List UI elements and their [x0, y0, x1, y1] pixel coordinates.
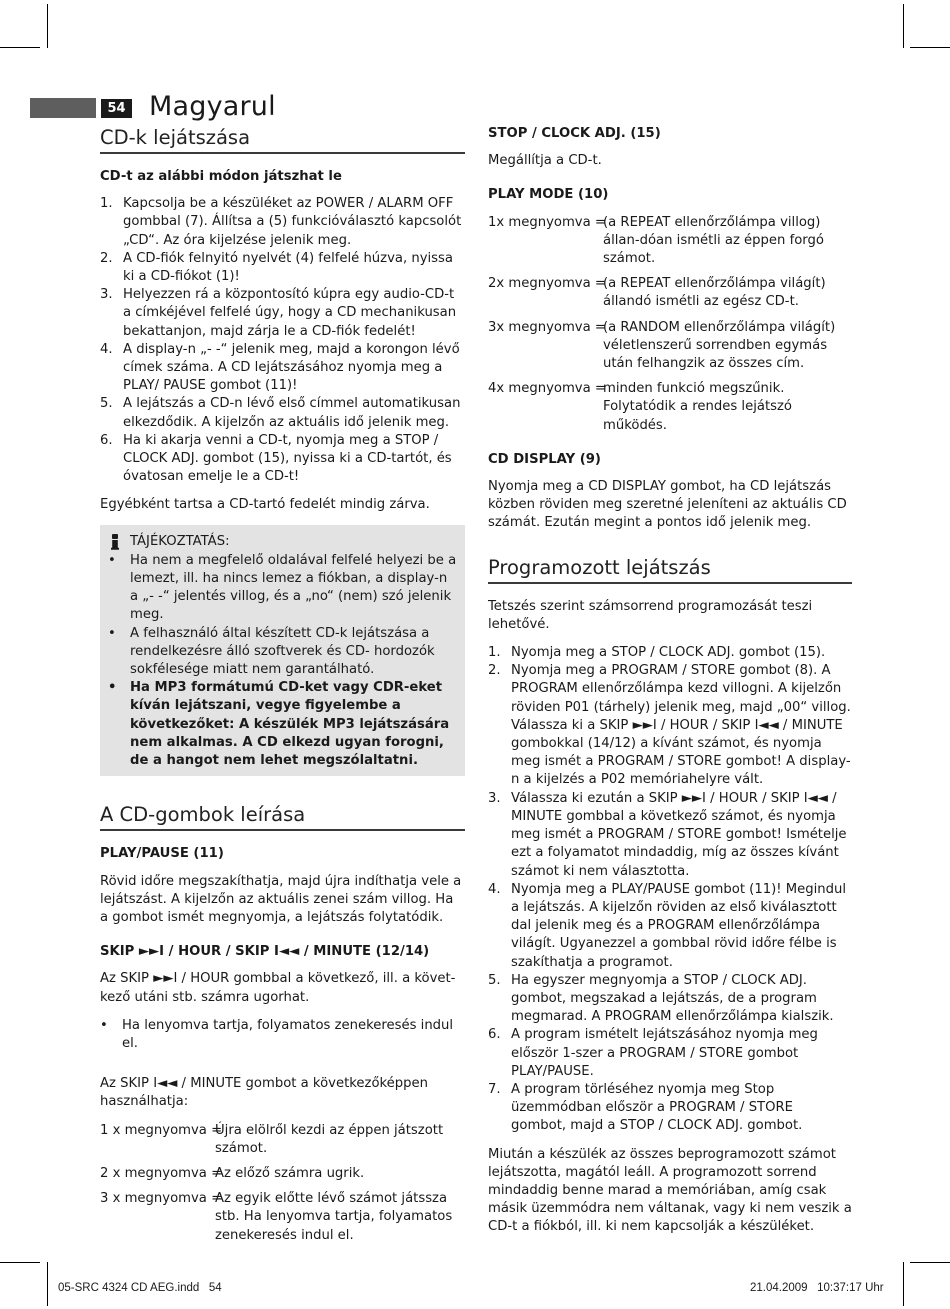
- section-title-cd-buttons: A CD-gombok leírása: [100, 802, 465, 831]
- crop-mark: [910, 47, 950, 48]
- press-row: 1x megnyomva = (a REPEAT ellenőrzőlámpa villog) állan-dóan ismétli az éppen forgó számot.: [488, 214, 824, 267]
- crop-mark: [910, 1262, 950, 1263]
- footer-file-info: 05-SRC 4324 CD AEG.indd 54: [58, 1282, 222, 1294]
- press-row: 3x megnyomva = (a RANDOM ellenőrzőlámpa világít) véletlenszerű sorrendben egymás után felhangzik az összes cím.: [488, 319, 836, 372]
- play-pause-text: Rövid időre megszakíthatja, majd újra indíthatja vele a lejátszást. A kijelzőn az aktuális zenei szám villog. Ha a gombot ismét megnyomja, a lejátszás folytatódik.: [100, 873, 462, 925]
- footer-timestamp: 21.04.2009 10:37:17 Uhr: [750, 1282, 884, 1294]
- list-item: 4. Nyomja meg a PLAY/PAUSE gombot (11)! Megindul a lejátszás. A kijelzőn röviden az első kiválasztott dal jelenik meg és a PROGRAM ellenőrzőlámpa világít. Ugyanezzel a gombbal rövid időre félbe is szakíthatja a programot.: [488, 881, 847, 970]
- cd-display-text: Nyomja meg a CD DISPLAY gombot, ha CD lejátszás közben röviden meg szeretné jeleníteni az aktuális CD számát. Ezután megint a pontos idő jelenik meg.: [488, 479, 847, 531]
- list-item: 5. A lejátszás a CD-n lévő első címmel automatikusan elkezdődik. A kijelzőn az aktuális idő jelenik meg.: [100, 396, 461, 430]
- list-item: 7. A program törléséhez nyomja meg Stop üzemmódban először a PROGRAM / STORE gombot, majd a STOP / CLOCK ADJ. gombot.: [488, 1081, 803, 1134]
- crop-mark: [47, 4, 48, 48]
- press-row: 1 x megnyomva = Újra elölről kezdi az éppen játszott számot.: [100, 1122, 444, 1156]
- section-title-cd-playback: CD-k lejátszása: [100, 125, 465, 154]
- crop-mark: [47, 1262, 48, 1306]
- list-item: • Ha MP3 formátumú CD-ket vagy CDR-eket kíván lejátszani, vegye figyelembe a következőket: A készülék MP3 lejátszására nem alkalmas. A CD elkezd ugyan forogni, de a hangot nem lehet megszólaltatni.: [108, 680, 450, 769]
- program-outro: Miután a készülék az összes beprogramozott számot lejátszotta, magától leáll. A programozott sorrend mindaddig benne marad a memóriában, amíg csak másik üzemmódra nem váltanak, vagy ki nem veszik a CD-t a fiókból, ill. ki nem kapcsolják a készüléket.: [488, 1146, 852, 1235]
- play-pause-heading: PLAY/PAUSE (11): [100, 846, 224, 862]
- cd-display-heading: CD DISPLAY (9): [488, 451, 601, 467]
- program-intro: Tetszés szerint számsorrend programozását teszi lehetővé.: [488, 598, 813, 632]
- list-item: 1. Kapcsolja be a készüléket az POWER / ALARM OFF gombbal (7). Állítsa a (5) funkcióválasztó kapcsolót „CD“. Az óra kijelzése jelenik meg.: [100, 196, 462, 248]
- list-item: • A felhasználó által készített CD-k lejátszása a rendelkezésre álló szoftverek és CD- hordozók sokfélesége miatt nem garantálható.: [108, 625, 435, 678]
- list-item: 6. Ha ki akarja venni a CD-t, nyomja meg a STOP / CLOCK ADJ. gombot (15), nyissa ki a CD-tartót, és óvatosan emelje le a CD-t!: [100, 432, 452, 485]
- page-number: 54: [101, 99, 132, 118]
- crop-mark: [903, 4, 904, 48]
- list-item: 4. A display-n „- -“ jelenik meg, majd a korongon lévő címek száma. A CD lejátszásához nyomja meg a PLAY/ PAUSE gombot (11)!: [100, 341, 460, 394]
- cd-play-steps: [100, 195, 465, 486]
- stop-text: Megállítja a CD-t.: [488, 153, 602, 169]
- list-item: 6. A program ismételt lejátszásához nyomja meg először 1-szer a PROGRAM / STORE gombot PLAY/PAUSE.: [488, 1027, 818, 1079]
- press-row: 2x megnyomva = (a REPEAT ellenőrzőlámpa világít) állandó ismétli az egész CD-t.: [488, 276, 826, 310]
- crop-mark: [903, 1262, 904, 1306]
- list-item: • Ha nem a megfelelő oldalával felfelé helyezi be a lemezt, ill. ha nincs lemez a fiókban, a display-n a „- -“ jelentés villog, és a „no“ (nem) szó jelenik meg.: [108, 552, 457, 623]
- list-item: 2. Nyomja meg a PROGRAM / STORE gombot (8). A PROGRAM ellenőrzőlámpa kezd villogni. A kijelzőn röviden P01 (tárhely) jelenik meg, majd „00“ villog. Válassza ki a SKIP ►►I / HOUR / SKIP I◄◄ / MINUTE gombokkal (14/12) a kívánt számot, és nyomja meg ismét a PROGRAM / STORE gombot! A display-n a kijelzés a P02 memóriahelyre vált.: [488, 663, 851, 788]
- minute-intro: Az SKIP I◄◄ / MINUTE gombot a következőképpen használhatja:: [100, 1076, 428, 1110]
- cd-play-subtitle: CD-t az alábbi módon játszhat le: [100, 169, 342, 184]
- list-item: 3. Helyezzen rá a központosító kúpra egy audio-CD-t a címkéjével felfelé úgy, hogy a CD mechanikusan bekattanjon, majd zárja le a CD-fiók fedelét!: [100, 287, 457, 339]
- header-bar: [30, 98, 96, 118]
- right-column: [488, 125, 852, 1247]
- left-column: [100, 125, 465, 1252]
- lid-note: Egyébként tartsa a CD-tartó fedelét mindig zárva.: [100, 497, 430, 513]
- list-item: 3. Válassza ki ezután a SKIP ►►I / HOUR / SKIP I◄◄ / MINUTE gombbal a következő számot, és nyomja meg ismét a PROGRAM / STORE gombot! Ismételje ezt a folyamatot mindaddig, míg az összes kívánt számot ki nem választotta.: [488, 790, 847, 879]
- list-item: 2. A CD-fiók felnyitó nyelvét (4) felfelé húzva, nyissa ki a CD-fiókot (1)!: [100, 250, 454, 285]
- crop-mark: [0, 47, 40, 48]
- skip-text: Az SKIP ►►I / HOUR gombbal a következő, ill. a követ-kező utáni stb. számra ugorhat.: [100, 971, 456, 1005]
- list-item: • Ha lenyomva tartja, folyamatos zenekeresés indul el.: [100, 1017, 454, 1051]
- press-row: 4x megnyomva = minden funkció megszűnik. Folytatódik a rendes lejátszó működés.: [488, 381, 792, 433]
- stop-heading: STOP / CLOCK ADJ. (15): [488, 126, 661, 141]
- list-item: 1. Nyomja meg a STOP / CLOCK ADJ. gombot (15).: [488, 645, 826, 661]
- list-item: 5. Ha egyszer megnyomja a STOP / CLOCK ADJ. gombot, megszakad a lejátszás, de a program megmarad. A PROGRAM ellenőrzőlámpa kialszik.: [488, 972, 834, 1025]
- crop-mark: [0, 1262, 40, 1263]
- press-row: 2 x megnyomva = Az előző számra ugrik.: [100, 1165, 365, 1181]
- info-icon: [108, 533, 122, 551]
- press-row: 3 x megnyomva = Az egyik előtte lévő számot játssza stb. Ha lenyomva tartja, folyamatos zenekeresés indul el.: [100, 1191, 453, 1243]
- program-steps: [488, 644, 852, 1135]
- play-mode-heading: PLAY MODE (10): [488, 187, 609, 203]
- skip-heading: SKIP ►►I / HOUR / SKIP I◄◄ / MINUTE (12/14): [100, 944, 430, 960]
- info-heading: TÁJÉKOZTATÁS:: [130, 533, 230, 549]
- info-box: [100, 525, 465, 777]
- language-title: Magyarul: [149, 91, 276, 122]
- section-title-program: Programozott lejátszás: [488, 555, 852, 584]
